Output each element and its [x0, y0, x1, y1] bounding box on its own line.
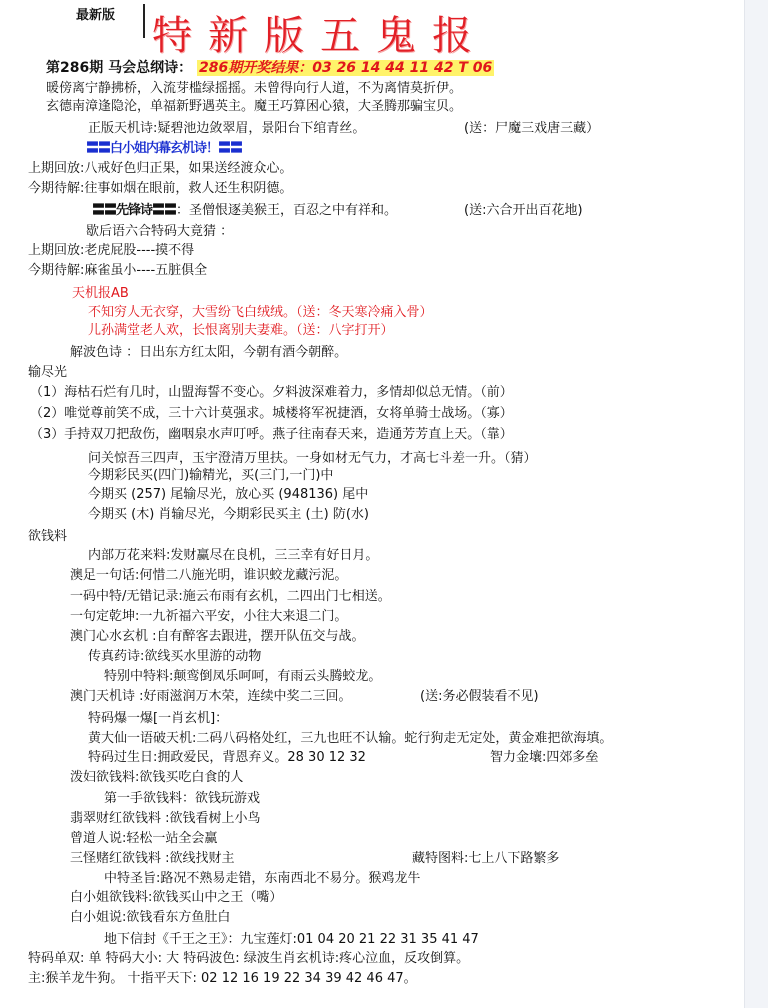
baixiaojie-title: 〓〓白小姐内幕玄机诗！〓〓 [86, 141, 243, 156]
shujin-title: 输尽光 [28, 365, 68, 380]
issue-line [46, 60, 494, 77]
tianji-line-1: 不知穷人无衣穿，大雪纷飞白绒绒。（送：冬天寒冷痛入骨） [88, 305, 433, 320]
guandao-line: 曾道人说:轻松一站全会赢 [70, 831, 218, 846]
diyishou-line: 第一手欲钱料：欲钱玩游戏 [104, 791, 261, 806]
bottom-line-2: 主:猴羊龙牛狗。 十指平天下: 02 12 16 19 22 34 39 42 46 47。 [28, 971, 417, 986]
chuanzhen-line: 传真药诗:欲线买水里游的动物 [88, 649, 262, 664]
issue-number: 第286期 [46, 60, 104, 76]
buy-line-3: 今期买 (木) 肖输尽光，今期彩民买主 (土) 防(水) [88, 507, 369, 522]
page-right-edge [744, 0, 768, 1008]
dixia-line: 地下信封《千王之王》：九宝莲灯:01 04 20 21 22 31 35 41 47 [104, 932, 479, 947]
jiebo-poem: 解波色诗 ：日出东方红太阳，今朝有酒今朝醉。 [70, 345, 348, 360]
edition-label: 最新版 [76, 8, 116, 23]
shujin-line-2: （2）唯觉尊前笑不成，三十六计莫强求。城楼将军祝捷酒，女将单骑士战场。（寡） [30, 406, 513, 421]
draw-result: 286期开奖结果：03 26 14 44 11 42 T 06 [198, 60, 493, 76]
aomen-tianji-tip: (送:务必假装看不见) [420, 689, 539, 704]
huangda-line: 黄大仙一语破天机:二码八码格处红，三九也旺不认输。蛇行狗走无定处，黄金难把欲海填。 [88, 731, 613, 746]
tianji-line-2: 儿孙满堂老人欢，长恨离别夫妻难。（送：八字打开） [88, 323, 394, 338]
yiju-line: 一句定乾坤:一九祈福六平安，小往大来退二门。 [70, 609, 348, 624]
tema-birthday-line: 特码过生日:拥政爱民，背恩弃义。28 30 12 32 [88, 750, 366, 765]
this-wait-1: 今期待解:往事如烟在眼前，救人还生积阴德。 [28, 181, 293, 196]
pofu-line: 泼妇欲钱料:欲钱买吃白食的人 [70, 770, 244, 785]
zhengban-tip: (送：尸魔三戏唐三藏） [464, 121, 600, 136]
shujin-line-3: （3）手持双刀把敌伤，幽咽泉水声叮呼。燕子往南春天来，造通芳芳直上天。（靠） [30, 427, 513, 442]
last-review-1: 上期回放:八戒好色归正果，如果送经渡众心。 [28, 161, 293, 176]
xiehouyu-title: 歇后语六合特码大竟猜 ： [86, 224, 234, 239]
this-wait-2: 今期待解:麻雀虽小----五脏俱全 [28, 263, 208, 278]
cangte-line: 藏特图料:七上八下路繁多 [412, 851, 560, 866]
bottom-line-1: 特码单双: 单 特码大小: 大 特码波色: 绿波生肖玄机诗:疼心泣血，反攻倒算。 [28, 951, 470, 966]
poem-line-1: 暖傍离宁静拂桥，入流芽槛绿摇摇。未曾得向行人道，不为离情莫折伊。 [46, 81, 463, 96]
zhengban-poem: 正版天机诗:疑碧池边敛翠眉，景阳台下绾青丝。 [88, 121, 366, 136]
header-divider [143, 4, 145, 38]
neibu-line: 内部万花来料:发财赢尽在良机，三三幸有好日月。 [88, 548, 379, 563]
tema-bao-title: 特码爆一爆[一肖玄机]： [88, 711, 229, 726]
xianfeng-line [92, 202, 397, 219]
tebie-line: 特别中特料:颠鸾倒凤乐呵呵，有雨云头腾蛟龙。 [104, 669, 382, 684]
buy-line-1: 今期彩民买(四门)输精光，买(三门,一门)中 [88, 468, 334, 483]
aomen-xin-line: 澳门心水玄机 :自有醉客去跟进，摆开队伍交与战。 [70, 629, 365, 644]
feicui-line: 翡翠财红欲钱料 :欲钱看树上小鸟 [70, 811, 261, 826]
xianfeng-poem: ：圣僧恨逐美猴王，百忍之中有祥和。 [176, 203, 398, 218]
yuqian-title: 欲钱料 [28, 529, 68, 544]
last-review-2: 上期回放:老虎屁股----摸不得 [28, 243, 195, 258]
xianfeng-title: 〓〓先锋诗〓〓 [92, 203, 177, 218]
shujin-line-1: （1）海枯石烂有几时，山盟海誓不变心。夕料波深难着力，多情却似总无情。（前） [30, 385, 513, 400]
poem-label: 马会总纲诗： [108, 60, 193, 76]
xianfeng-tip: (送:六合开出百花地) [464, 203, 583, 218]
page-title: 特新版五鬼报 [152, 13, 488, 59]
buy-line-2: 今期买 (257) 尾输尽光，放心买 (948136) 尾中 [88, 487, 369, 502]
aozu-line: 澳足一句话:何惜二八施光明，谁识蛟龙藏污泥。 [70, 568, 348, 583]
baixj-yuqian-line: 白小姐欲钱料:欲钱买山中之王（嘴） [70, 890, 283, 905]
sanguai-line: 三怪赌红欲钱料 :欲线找财主 [70, 851, 235, 866]
wen-poem: 问关惊吾三四声，玉宇澄清万里扶。一身如材无气力，才高七斗差一升。（猜） [88, 451, 537, 466]
aomen-tianji-line: 澳门天机诗 :好雨滋润万木荣，连续中奖二三回。 [70, 689, 352, 704]
zhili-line: 智力金壤:四郊多垒 [490, 750, 599, 765]
tianji-label: 天机报AB [72, 286, 129, 301]
baixj-say-line: 白小姐说:欲钱看东方鱼肚白 [70, 910, 231, 925]
yima-line: 一码中特/无错记录:施云布雨有玄机，二四出门七相送。 [70, 589, 391, 604]
poem-line-2: 玄德南漳逢隐沦，单福新野遇英主。魔王巧算困心猿，大圣腾那骗宝贝。 [46, 99, 463, 114]
zhongte-line: 中特圣旨:路况不熟易走错，东南西北不易分。猴鸡龙牛 [104, 871, 421, 886]
